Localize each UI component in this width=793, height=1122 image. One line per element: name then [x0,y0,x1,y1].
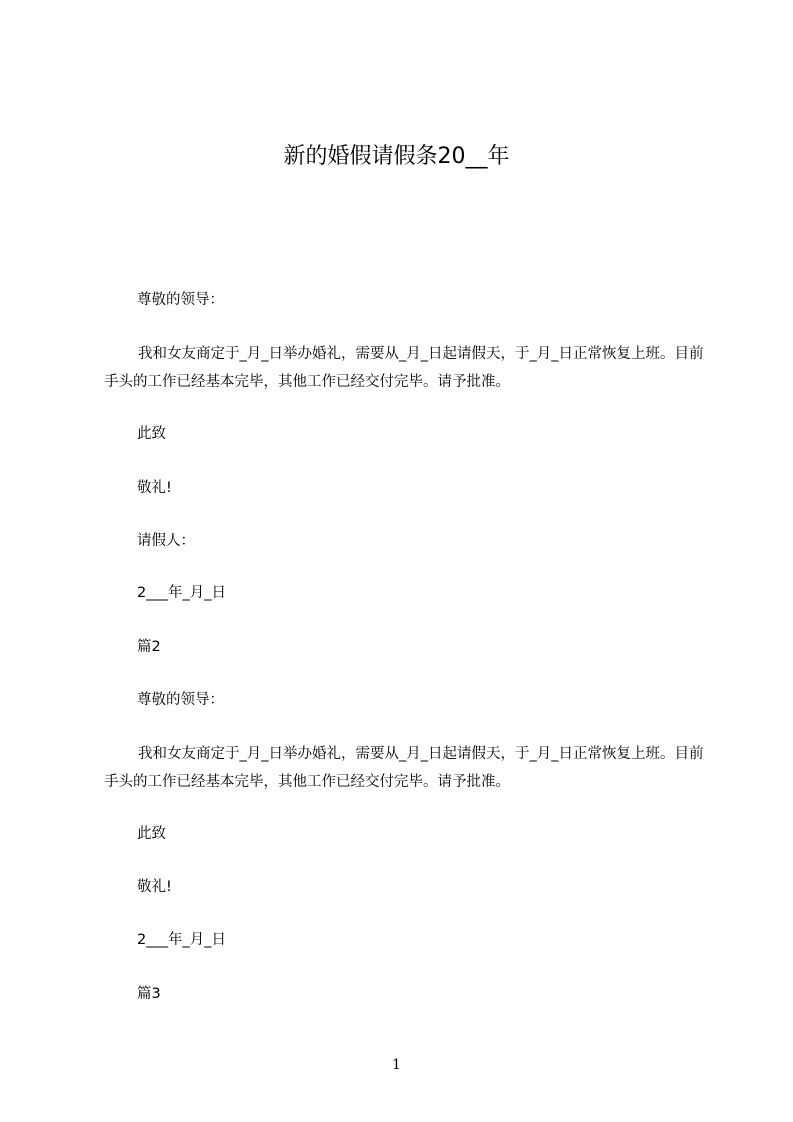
closing-line: 此致 [137,826,166,842]
body-paragraph: 我和女友商定于_月_日举办婚礼，需要从_月_日起请假天，于_月_日正常恢复上班。目前手头的工作已经基本完毕，其他工作已经交付完毕。请予批准。 [104,746,704,790]
salutation: 尊敬的领导： [137,692,224,708]
section-heading: 篇3 [137,986,161,1002]
document-title: 新的婚假请假条20__年 [283,144,510,169]
closing-line: 此致 [137,426,166,442]
closing-regards: 敬礼! [137,879,172,895]
closing-regards: 敬礼! [137,480,172,496]
date-line: 2___年_月_日 [137,932,226,948]
applicant-label: 请假人： [137,533,195,549]
date-line: 2___年_月_日 [137,585,226,601]
page-number: 1 [392,1057,401,1073]
section-heading: 篇2 [137,639,161,655]
body-paragraph: 我和女友商定于_月_日举办婚礼，需要从_月_日起请假天，于_月_日正常恢复上班。目前手头的工作已经基本完毕，其他工作已经交付完毕。请予批准。 [104,346,704,390]
salutation: 尊敬的领导： [137,292,224,308]
